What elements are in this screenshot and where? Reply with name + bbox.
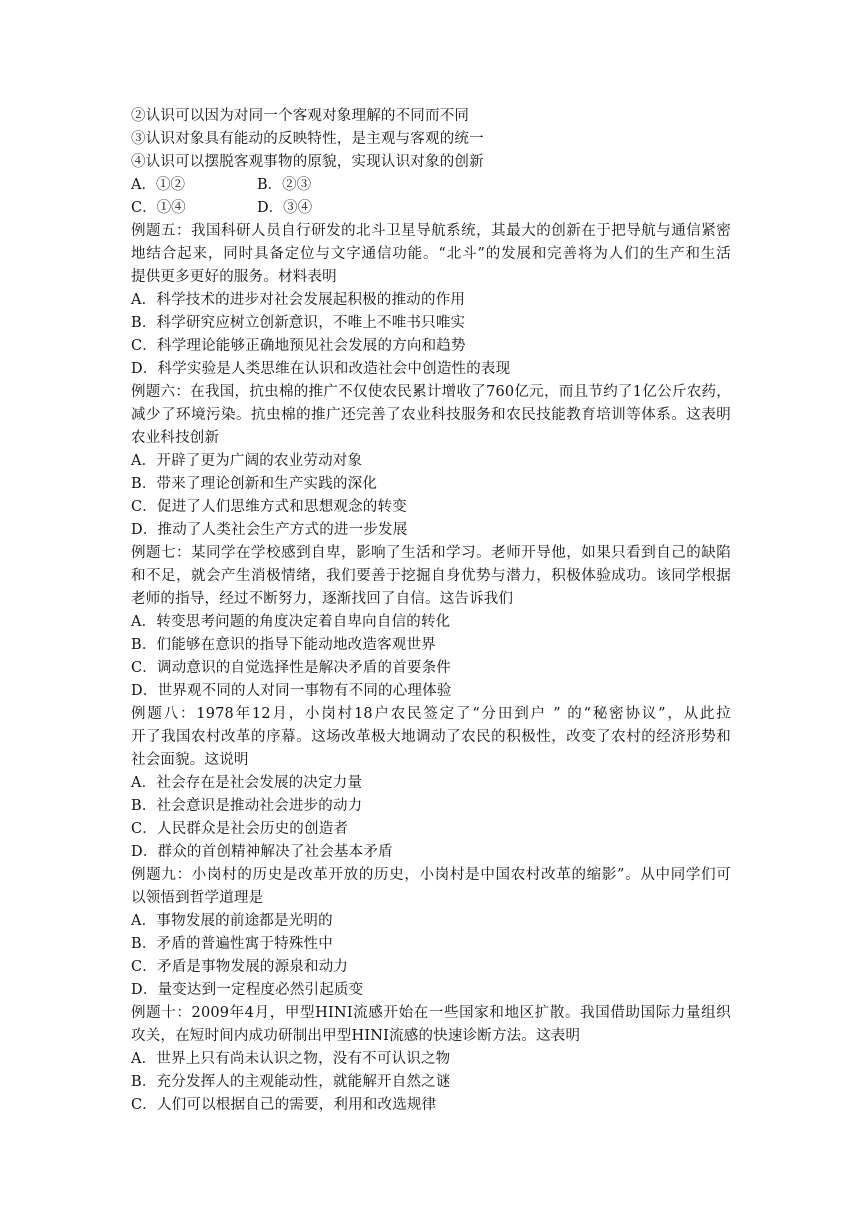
q10-option-c: C．人们可以根据自己的需要，利用和改选规律 bbox=[131, 1097, 437, 1113]
q10-option-b: B．充分发挥人的主观能动性，就能解开自然之谜 bbox=[131, 1074, 451, 1090]
q5-option-a: A．科学技术的进步对社会发展起积极的推动的作用 bbox=[131, 292, 466, 308]
q5-stem-line-3: 提供更多更好的服务。材料表明 bbox=[131, 269, 337, 285]
q6-option-a: A．开辟了更为广阔的农业劳动对象 bbox=[131, 453, 363, 469]
q8-option-b: B．社会意识是推动社会进步的动力 bbox=[131, 798, 363, 814]
q6-stem-line-3: 农业科技创新 bbox=[131, 430, 220, 446]
q9-stem-line-1: 例题九：小岗村的历史是改革开放的历史，小岗村是中国农村改革的缩影”。从中同学们可 bbox=[131, 867, 731, 883]
statement-3: ③认识对象具有能动的反映特性，是主观与客观的统一 bbox=[131, 131, 484, 147]
q7-option-c: C．调动意识的自觉选择性是解决矛盾的首要条件 bbox=[131, 660, 451, 676]
q5-stem-line-2: 地结合起来，同时具备定位与文字通信功能。“北斗”的发展和完善将为人们的生产和生活 bbox=[131, 246, 731, 262]
q6-option-b: B．带来了理论创新和生产实践的深化 bbox=[131, 476, 378, 492]
q4-option-b: B．②③ bbox=[257, 177, 312, 193]
q7-option-b: B．们能够在意识的指导下能动地改造客观世界 bbox=[131, 637, 436, 653]
q5-stem-line-1: 例题五：我国科研人员自行研发的北斗卫星导航系统，其最大的创新在于把导航与通信紧密 bbox=[131, 223, 731, 239]
q5-option-d: D．科学实验是人类思维在认识和改造社会中创造性的表现 bbox=[131, 361, 511, 377]
q6-stem-line-2: 减少了环境污染。抗虫棉的推广还完善了农业科技服务和农民技能教育培训等体系。这表明 bbox=[131, 407, 731, 423]
q5-option-b: B．科学研究应树立创新意识，不唯上不唯书只唯实 bbox=[131, 315, 466, 331]
q8-option-a: A．社会存在是社会发展的决定力量 bbox=[131, 775, 363, 791]
q7-stem-line-2: 和不足，就会产生消极情绪，我们要善于挖掘自身优势与潜力，积极体验成功。该同学根据 bbox=[131, 568, 731, 584]
q4-option-c: C．①④ bbox=[131, 200, 186, 216]
q9-stem-line-2: 以领悟到哲学道理是 bbox=[131, 890, 264, 906]
q8-stem-line-3: 社会面貌。这说明 bbox=[131, 752, 249, 768]
q6-stem-line-1: 例题六：在我国，抗虫棉的推广不仅使农民累计增收了760亿元，而且节约了1亿公斤农药， bbox=[131, 384, 731, 400]
q4-options-row-1 bbox=[131, 174, 311, 196]
q9-option-c: C．矛盾是事物发展的源泉和动力 bbox=[131, 959, 349, 975]
q10-stem-line-2: 攻关，在短时间内成功研制出甲型HINI流感的快速诊断方法。这表明 bbox=[131, 1028, 581, 1044]
q4-options-row-2 bbox=[131, 197, 312, 219]
q10-stem-line-1: 例题十：2009年4月，甲型HINI流感开始在一些国家和地区扩散。我国借助国际力量组织 bbox=[131, 1005, 731, 1021]
q5-option-c: C．科学理论能够正确地预见社会发展的方向和趋势 bbox=[131, 338, 466, 354]
statement-4: ④认识可以摆脱客观事物的原貌，实现认识对象的创新 bbox=[131, 154, 484, 170]
q10-option-a: A．世界上只有尚未认识之物，没有不可认识之物 bbox=[131, 1051, 451, 1067]
q6-option-c: C．促进了人们思维方式和思想观念的转变 bbox=[131, 499, 407, 515]
q9-option-b: B．矛盾的普遍性寓于特殊性中 bbox=[131, 936, 333, 952]
q7-option-d: D．世界观不同的人对同一事物有不同的心理体验 bbox=[131, 683, 452, 699]
q9-option-a: A．事物发展的前途都是光明的 bbox=[131, 913, 333, 929]
q7-stem-line-1: 例题七：某同学在学校感到自卑，影响了生活和学习。老师开导他，如果只看到自己的缺陷 bbox=[131, 545, 731, 561]
q9-option-d: D．量变达到一定程度必然引起质变 bbox=[131, 982, 364, 998]
q8-option-c: C．人民群众是社会历史的创造者 bbox=[131, 821, 349, 837]
statement-2: ②认识可以因为对同一个客观对象理解的不同而不同 bbox=[131, 108, 470, 124]
q7-stem-line-3: 老师的指导，经过不断努力，逐渐找回了自信。这告诉我们 bbox=[131, 591, 514, 607]
q4-option-a: A．①② bbox=[131, 177, 185, 193]
q8-option-d: D．群众的首创精神解决了社会基本矛盾 bbox=[131, 844, 393, 860]
q8-stem-line-2: 开了我国农村改革的序幕。这场改革极大地调动了农民的积极性，改变了农村的经济形势和 bbox=[131, 729, 731, 745]
q7-option-a: A．转变思考问题的角度决定着自卑向自信的转化 bbox=[131, 614, 451, 630]
q8-stem-line-1: 例题八：1978年12月，小岗村18户农民签定了“分田到户 ” 的“秘密协议”，从此拉 bbox=[131, 706, 731, 722]
q6-option-d: D．推动了人类社会生产方式的进一步发展 bbox=[131, 522, 408, 538]
q4-option-d: D．③④ bbox=[257, 200, 313, 216]
